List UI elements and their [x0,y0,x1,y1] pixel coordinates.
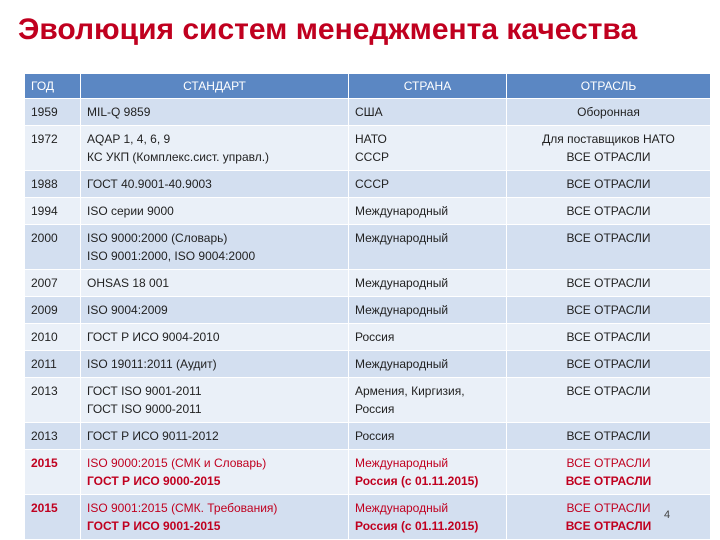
industry-line: ВСЕ ОТРАСЛИ [566,204,651,218]
standard-line: ISO 9004:2009 [87,303,168,317]
industry-cell [507,423,711,450]
standard-line: ISO серии 9000 [87,204,174,218]
industry-cell [507,297,711,324]
year-cell: 2010 [25,324,81,351]
industry-line: ВСЕ ОТРАСЛИ [566,456,651,470]
table-row [25,99,711,126]
country-line: Международный [355,231,449,245]
industry-line: ВСЕ ОТРАСЛИ [566,303,651,317]
country-cell [349,324,507,351]
table-row [25,198,711,225]
country-cell [349,351,507,378]
standard-line: ISO 9000:2000 (Словарь) [87,231,228,245]
column-header-country: СТРАНА [349,74,507,99]
industry-line: Для поставщиков НАТО [542,132,675,146]
column-header-standard: СТАНДАРТ [81,74,349,99]
table-row [25,297,711,324]
column-header-industry: ОТРАСЛЬ [507,74,711,99]
standard-cell [81,324,349,351]
industry-line: ВСЕ ОТРАСЛИ [566,330,651,344]
country-line: Международный [355,276,449,290]
standard-cell [81,99,349,126]
standard-line: ГОСТ 40.9001-40.9003 [87,177,212,191]
country-cell [349,297,507,324]
industry-line: ВСЕ ОТРАСЛИ [566,501,651,515]
industry-line: ВСЕ ОТРАСЛИ [566,177,651,191]
standard-line: AQAP 1, 4, 6, 9 [87,132,171,146]
industry-line: ВСЕ ОТРАСЛИ [566,384,651,398]
standard-cell [81,423,349,450]
year-cell: 1959 [25,99,81,126]
country-line: НАТО [355,132,387,146]
country-cell [349,423,507,450]
country-line: Международный [355,357,449,371]
table-row [25,351,711,378]
standard-line: ГОСТ Р ИСО 9000-2015 [87,474,221,488]
standard-line: OHSAS 18 001 [87,276,170,290]
industry-line: ВСЕ ОТРАСЛИ [565,519,652,533]
table-row [25,450,711,495]
table-row [25,225,711,270]
standard-line: ISO 9000:2015 (СМК и Словарь) [87,456,267,470]
standard-line: ГОСТ ISO 9000-2011 [87,402,202,416]
table-row [25,171,711,198]
country-line: Армения, Киргизия, [355,384,465,398]
country-line: СССР [355,150,390,164]
standard-line: ГОСТ ISO 9001-2011 [87,384,202,398]
industry-cell [507,450,711,495]
standard-line: ISO 19011:2011 (Аудит) [87,357,217,371]
country-line: Россия [355,402,395,416]
year-cell: 2011 [25,351,81,378]
standard-line: ГОСТ Р ИСО 9011-2012 [87,429,219,443]
country-line: СССР [355,177,390,191]
country-cell [349,378,507,423]
country-cell [349,99,507,126]
country-cell [349,198,507,225]
table-row [25,324,711,351]
industry-cell [507,378,711,423]
standard-line: MIL-Q 9859 [87,105,151,119]
industry-cell [507,225,711,270]
industry-line: ВСЕ ОТРАСЛИ [566,276,651,290]
standard-cell [81,225,349,270]
year-cell: 1994 [25,198,81,225]
country-cell [349,450,507,495]
country-line: Россия (с 01.11.2015) [355,519,479,533]
table-row [25,378,711,423]
industry-cell [507,495,711,540]
standard-cell [81,378,349,423]
year-cell: 2007 [25,270,81,297]
country-line: Международный [355,456,449,470]
table-row [25,126,711,171]
year-cell: 1972 [25,126,81,171]
table-row [25,423,711,450]
table-row [25,495,711,540]
country-line: США [355,105,383,119]
standard-cell [81,450,349,495]
standard-cell [81,351,349,378]
table-header-row [25,74,711,99]
year-cell: 2000 [25,225,81,270]
table-row [25,270,711,297]
standard-line: ISO 9001:2015 (СМК. Требования) [87,501,278,515]
industry-cell [507,324,711,351]
year-cell: 1988 [25,171,81,198]
year-cell: 2013 [25,423,81,450]
industry-cell [507,351,711,378]
industry-cell [507,171,711,198]
country-cell [349,270,507,297]
year-cell: 2015 [25,450,81,495]
industry-line: ВСЕ ОТРАСЛИ [565,474,652,488]
column-header-year: ГОД [25,74,81,99]
page-title: Эволюция систем менеджмента качества [18,13,638,46]
standard-line: ГОСТ Р ИСО 9004-2010 [87,330,220,344]
industry-cell [507,198,711,225]
country-line: Россия (с 01.11.2015) [355,474,479,488]
year-cell: 2013 [25,378,81,423]
country-cell [349,171,507,198]
industry-line: ВСЕ ОТРАСЛИ [566,357,651,371]
standard-cell [81,495,349,540]
page-number: 4 [664,509,671,521]
country-cell [349,225,507,270]
year-cell: 2015 [25,495,81,540]
industry-line: ВСЕ ОТРАСЛИ [566,429,651,443]
industry-cell [507,126,711,171]
standards-table [24,73,711,540]
country-line: Международный [355,204,449,218]
country-line: Россия [355,429,395,443]
industry-line: Оборонная [577,105,640,119]
industry-line: ВСЕ ОТРАСЛИ [566,150,651,164]
industry-cell [507,99,711,126]
country-line: Международный [355,501,449,515]
standard-cell [81,171,349,198]
standards-table-container [24,73,710,540]
standard-cell [81,297,349,324]
standard-cell [81,270,349,297]
standard-line: ISO 9001:2000, ISO 9004:2000 [87,249,256,263]
country-cell [349,495,507,540]
industry-line: ВСЕ ОТРАСЛИ [566,231,651,245]
country-line: Международный [355,303,449,317]
standard-cell [81,126,349,171]
standard-cell [81,198,349,225]
country-line: Россия [355,330,395,344]
standard-line: ГОСТ Р ИСО 9001-2015 [87,519,221,533]
standard-line: КС УКП (Комплекс.сист. управл.) [87,150,270,164]
year-cell: 2009 [25,297,81,324]
country-cell [349,126,507,171]
industry-cell [507,270,711,297]
